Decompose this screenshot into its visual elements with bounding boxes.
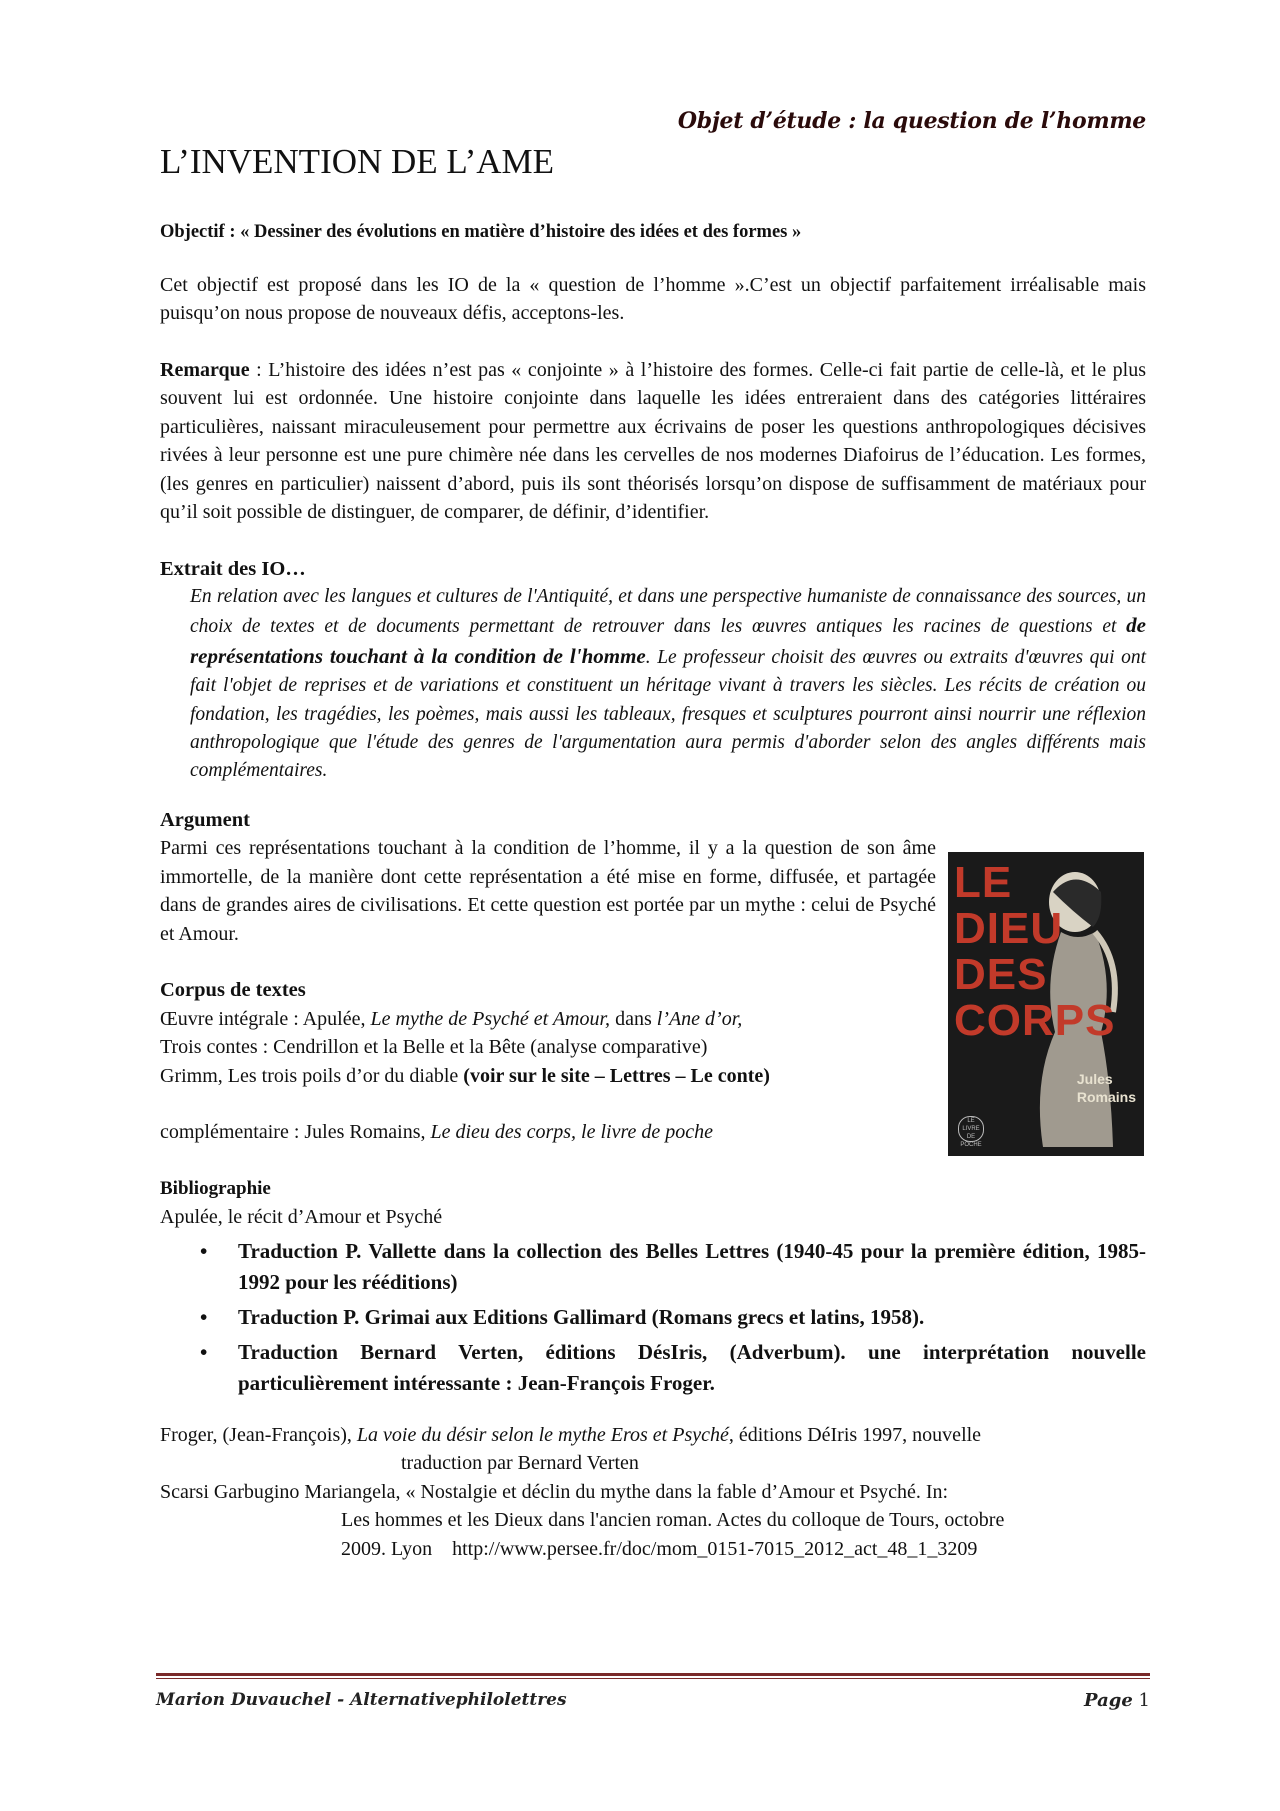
reference-scarsi: Scarsi Garbugino Mariangela, « Nostalgie et déclin du mythe dans la fable d’Amour et Psyché. In:	[160, 1480, 949, 1503]
remarque-paragraph	[160, 356, 1146, 527]
objectif-line: Objectif : « Dessiner des évolutions en matière d’histoire des idées et des formes »	[160, 222, 802, 242]
book-cover-image	[948, 852, 1144, 1156]
bibliographie-heading: Bibliographie	[160, 1177, 271, 1199]
footer-rule-thin	[156, 1678, 1150, 1679]
reference-scarsi-line2: Les hommes et les Dieux dans l'ancien roman. Actes du colloque de Tours, octobre	[341, 1509, 1005, 1532]
extrait-bold: de représentations touchant à la condition de l'homme	[190, 613, 1146, 668]
list-item: • Traduction P. Grimai aux Editions Gallimard (Romans grecs et latins, 1958).	[238, 1302, 1146, 1333]
reference-froger-cont: traduction par Bernard Verten	[401, 1452, 639, 1475]
footer-rule	[156, 1673, 1150, 1676]
list-item: • Traduction P. Vallette dans la collection des Belles Lettres (1940-45 pour la première édition, 1985-1992 pour les rééditions)	[238, 1236, 1146, 1298]
reference-froger: Froger, (Jean-François), La voie du désir selon le mythe Eros et Psyché, éditions DéIris 1997, nouvelle	[160, 1423, 982, 1446]
corpus-line-3: Grimm, Les trois poils d’or du diable (voir sur le site – Lettres – Le conte)	[160, 1064, 770, 1087]
remarque-text: : L’histoire des idées n’est pas « conjointe » à l’histoire des formes. Celle-ci fait partie de celle-là, et le plus souvent lui est ordonnée. Une histoire conjointe dans laquelle les idées entreraient dans des catégories littéraires particulières, naissant miraculeusement pour permettre aux écrivains de poser les questions anthropologiques décisives rivées à leur personne est une pure chimère née dans les cervelles de nos modernes Diafoirus de l’éducation. Les formes, (les genres en particulier) naissent d’abord, puis ils sont théorisés lorsqu’on dispose de suffisamment de matériaux pour qu’il soit possible de distinguer, de comparer, de définir, d’identifier.	[160, 358, 1146, 523]
intro-paragraph: Cet objectif est proposé dans les IO de la « question de l’homme ».C’est un objectif parfaitement irréalisable mais puisqu’on nous propose de nouveaux défis, acceptons-les.	[160, 273, 1146, 324]
remarque-label: Remarque	[160, 358, 250, 381]
page-title: L’INVENTION DE L’AME	[160, 142, 555, 181]
corpus-heading: Corpus de textes	[160, 979, 306, 1002]
page-number: Page 1	[1084, 1690, 1150, 1711]
complement-line: complémentaire : Jules Romains, Le dieu des corps, le livre de poche	[160, 1121, 714, 1144]
publisher-logo: LE LIVRE DE POCHE	[958, 1116, 984, 1142]
reference-scarsi-line3: 2009. Lyon http://www.persee.fr/doc/mom_0151-7015_2012_act_48_1_3209	[341, 1537, 978, 1560]
bibliographie-sub: Apulée, le récit d’Amour et Psyché	[160, 1206, 443, 1229]
subject-header: Objet d’étude : la question de l’homme	[677, 108, 1146, 134]
argument-heading: Argument	[160, 808, 250, 831]
extrait-part2: . Le professeur choisit des œuvres ou extraits d'œuvres qui ont fait l'objet de reprises et de variations et constituent un héritage vivant à travers les siècles. Les récits de création ou fondation, les tragédies, les poèmes, mais aussi les tableaux, fresques et sculptures pourront ainsi nourrir une réflexion anthropologique que l'étude des genres de l'argumentation aura permis d'aborder selon des angles différents mais complémentaires.	[190, 646, 1147, 782]
corpus-line-2: Trois contes : Cendrillon et la Belle et la Bête (analyse comparative)	[160, 1036, 708, 1059]
footer-author: Marion Duvauchel - Alternativephilolettres	[156, 1690, 567, 1710]
extrait-part1: En relation avec les langues et cultures de l'Antiquité, et dans une perspective humaniste de connaissance des sources, un choix de textes et de documents permettant de retrouver dans les œuvres antiques les racines de questions et	[190, 586, 1146, 638]
extrait-quote	[190, 583, 1146, 786]
cover-author: Jules Romains	[1076, 1071, 1136, 1105]
cover-title: LE DIEU DES CORPS	[954, 858, 1116, 1045]
corpus-line-1: Œuvre intégrale : Apulée, Le mythe de Psyché et Amour, dans l’Ane d’or,	[160, 1007, 743, 1030]
argument-text: Parmi ces représentations touchant à la condition de l’homme, il y a la question de son âme immortelle, de la manière dont cette représentation a été mise en forme, diffusée, et partagée dans de grandes aires de civilisations. Et cette question est portée par un mythe : celui de Psyché et Amour.	[160, 837, 936, 945]
extrait-heading: Extrait des IO…	[160, 557, 306, 580]
list-item: • Traduction Bernard Verten, éditions DésIris, (Adverbum). une interprétation nouvelle particulièrement intéressante : Jean-François Froger.	[238, 1337, 1146, 1399]
bibliographie-list	[160, 1236, 1146, 1399]
